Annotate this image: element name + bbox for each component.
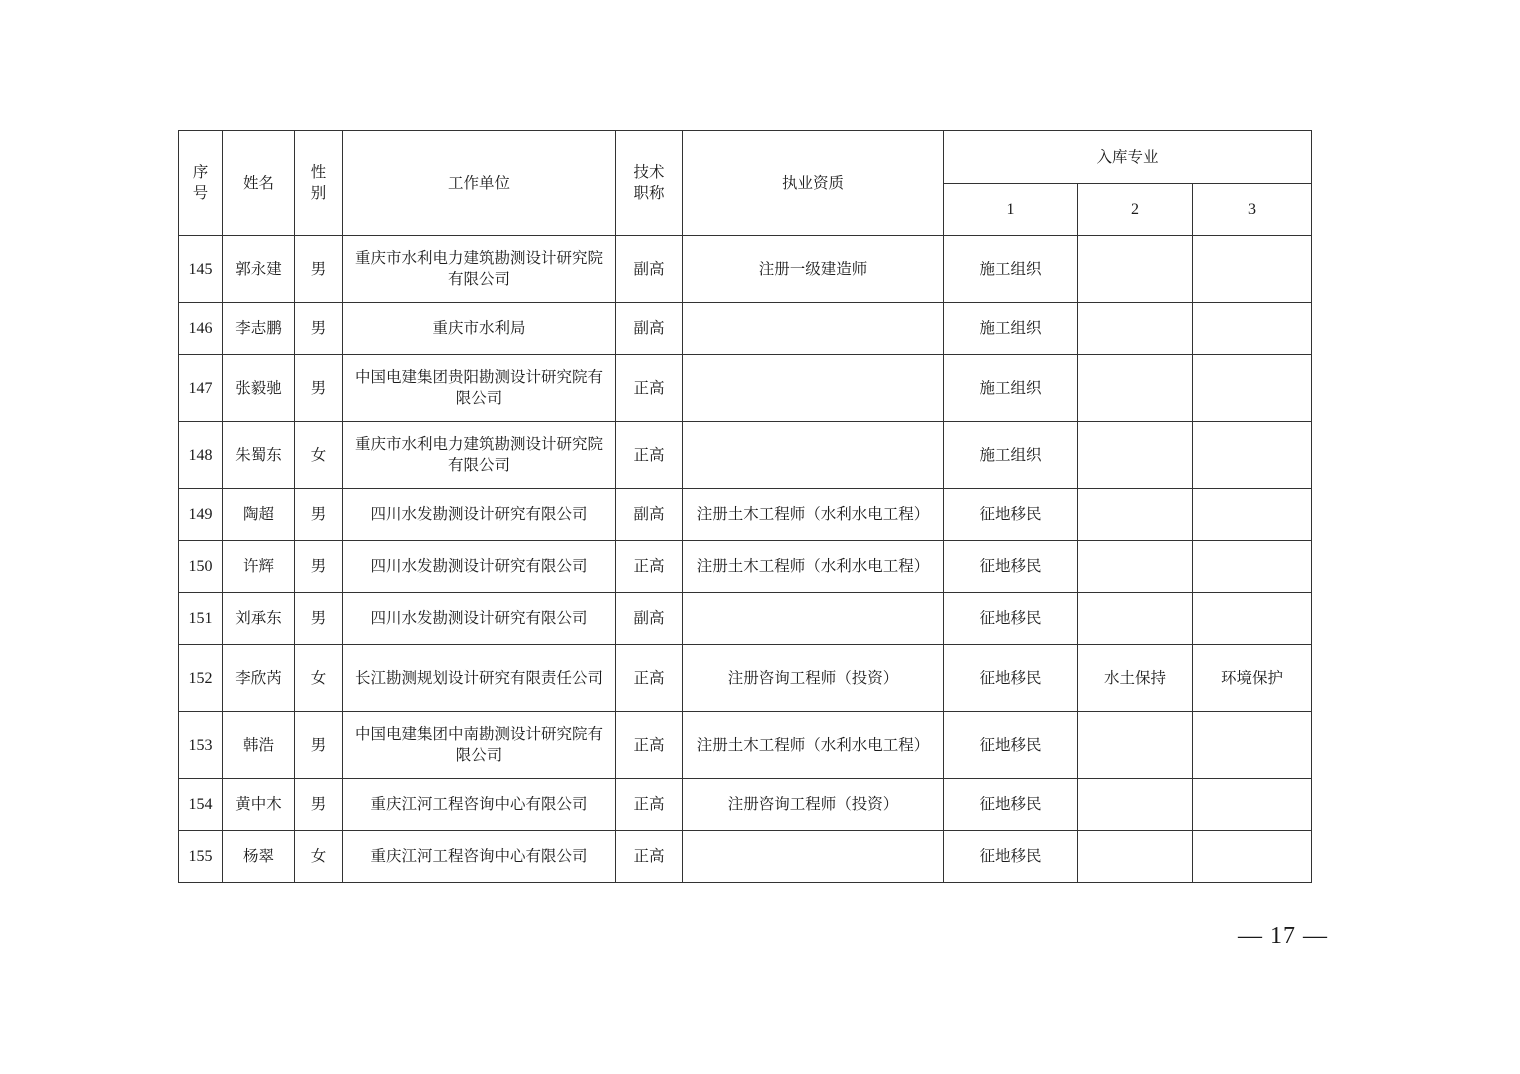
cell-qualification: 注册咨询工程师（投资） <box>683 645 944 712</box>
cell-spec-2 <box>1078 541 1193 593</box>
cell-seq: 149 <box>179 489 223 541</box>
cell-seq: 146 <box>179 303 223 355</box>
cell-title: 正高 <box>616 541 683 593</box>
cell-spec-3 <box>1193 422 1312 489</box>
table-row <box>179 303 1312 355</box>
header-gender: 性别 <box>295 131 343 236</box>
cell-seq: 154 <box>179 779 223 831</box>
cell-seq: 153 <box>179 712 223 779</box>
cell-spec-1: 施工组织 <box>944 355 1078 422</box>
cell-name: 李志鹏 <box>223 303 295 355</box>
cell-gender: 女 <box>295 645 343 712</box>
cell-unit: 四川水发勘测设计研究有限公司 <box>343 541 616 593</box>
cell-spec-2 <box>1078 593 1193 645</box>
table-row <box>179 489 1312 541</box>
cell-spec-1: 征地移民 <box>944 489 1078 541</box>
cell-spec-2: 水土保持 <box>1078 645 1193 712</box>
cell-spec-2 <box>1078 355 1193 422</box>
cell-seq: 151 <box>179 593 223 645</box>
table-row <box>179 541 1312 593</box>
cell-seq: 148 <box>179 422 223 489</box>
table-row <box>179 779 1312 831</box>
cell-title: 副高 <box>616 489 683 541</box>
cell-qualification <box>683 303 944 355</box>
header-specialty: 入库专业 <box>944 131 1312 184</box>
cell-gender: 男 <box>295 593 343 645</box>
cell-spec-3 <box>1193 593 1312 645</box>
table-body <box>179 236 1312 883</box>
cell-seq: 150 <box>179 541 223 593</box>
cell-seq: 145 <box>179 236 223 303</box>
cell-unit: 中国电建集团中南勘测设计研究院有限公司 <box>343 712 616 779</box>
header-unit: 工作单位 <box>343 131 616 236</box>
cell-gender: 女 <box>295 422 343 489</box>
cell-spec-2 <box>1078 489 1193 541</box>
cell-unit: 长江勘测规划设计研究有限责任公司 <box>343 645 616 712</box>
cell-title: 正高 <box>616 355 683 422</box>
table-row <box>179 236 1312 303</box>
cell-name: 李欣芮 <box>223 645 295 712</box>
cell-qualification <box>683 422 944 489</box>
cell-gender: 男 <box>295 355 343 422</box>
cell-spec-2 <box>1078 303 1193 355</box>
table-row <box>179 712 1312 779</box>
header-spec-2: 2 <box>1078 184 1193 236</box>
cell-spec-2 <box>1078 779 1193 831</box>
cell-spec-2 <box>1078 712 1193 779</box>
cell-spec-2 <box>1078 831 1193 883</box>
cell-name: 刘承东 <box>223 593 295 645</box>
cell-spec-2 <box>1078 236 1193 303</box>
cell-qualification: 注册咨询工程师（投资） <box>683 779 944 831</box>
table-row <box>179 593 1312 645</box>
cell-qualification <box>683 831 944 883</box>
cell-unit: 四川水发勘测设计研究有限公司 <box>343 593 616 645</box>
page-number: — 17 — <box>1238 923 1328 949</box>
cell-spec-3 <box>1193 779 1312 831</box>
cell-gender: 女 <box>295 831 343 883</box>
cell-unit: 重庆市水利电力建筑勘测设计研究院有限公司 <box>343 236 616 303</box>
cell-seq: 155 <box>179 831 223 883</box>
cell-title: 正高 <box>616 422 683 489</box>
cell-gender: 男 <box>295 541 343 593</box>
cell-gender: 男 <box>295 712 343 779</box>
cell-title: 副高 <box>616 236 683 303</box>
cell-name: 黄中木 <box>223 779 295 831</box>
cell-qualification <box>683 593 944 645</box>
cell-title: 副高 <box>616 593 683 645</box>
cell-name: 陶超 <box>223 489 295 541</box>
cell-title: 正高 <box>616 831 683 883</box>
cell-qualification: 注册土木工程师（水利水电工程） <box>683 541 944 593</box>
cell-seq: 152 <box>179 645 223 712</box>
cell-name: 朱蜀东 <box>223 422 295 489</box>
cell-title: 正高 <box>616 712 683 779</box>
cell-spec-1: 征地移民 <box>944 541 1078 593</box>
personnel-table <box>178 130 1312 883</box>
cell-title: 正高 <box>616 645 683 712</box>
cell-spec-1: 征地移民 <box>944 779 1078 831</box>
cell-spec-3 <box>1193 489 1312 541</box>
cell-unit: 中国电建集团贵阳勘测设计研究院有限公司 <box>343 355 616 422</box>
cell-unit: 四川水发勘测设计研究有限公司 <box>343 489 616 541</box>
header-name: 姓名 <box>223 131 295 236</box>
cell-unit: 重庆江河工程咨询中心有限公司 <box>343 831 616 883</box>
header-qualification: 执业资质 <box>683 131 944 236</box>
cell-spec-3 <box>1193 712 1312 779</box>
cell-unit: 重庆江河工程咨询中心有限公司 <box>343 779 616 831</box>
cell-name: 杨翠 <box>223 831 295 883</box>
cell-spec-1: 施工组织 <box>944 303 1078 355</box>
cell-spec-2 <box>1078 422 1193 489</box>
cell-title: 正高 <box>616 779 683 831</box>
cell-spec-1: 施工组织 <box>944 422 1078 489</box>
table-row <box>179 355 1312 422</box>
cell-unit: 重庆市水利局 <box>343 303 616 355</box>
cell-spec-3: 环境保护 <box>1193 645 1312 712</box>
header-seq: 序号 <box>179 131 223 236</box>
table-row <box>179 422 1312 489</box>
cell-spec-3 <box>1193 541 1312 593</box>
cell-seq: 147 <box>179 355 223 422</box>
cell-spec-1: 征地移民 <box>944 593 1078 645</box>
table-header <box>179 131 1312 236</box>
cell-name: 张毅驰 <box>223 355 295 422</box>
cell-qualification: 注册土木工程师（水利水电工程） <box>683 489 944 541</box>
cell-spec-1: 征地移民 <box>944 645 1078 712</box>
cell-spec-1: 施工组织 <box>944 236 1078 303</box>
cell-spec-3 <box>1193 831 1312 883</box>
cell-qualification: 注册一级建造师 <box>683 236 944 303</box>
cell-gender: 男 <box>295 236 343 303</box>
table-row <box>179 831 1312 883</box>
cell-spec-3 <box>1193 355 1312 422</box>
cell-qualification <box>683 355 944 422</box>
cell-gender: 男 <box>295 779 343 831</box>
header-spec-1: 1 <box>944 184 1078 236</box>
cell-gender: 男 <box>295 303 343 355</box>
cell-title: 副高 <box>616 303 683 355</box>
header-title: 技术职称 <box>616 131 683 236</box>
cell-spec-3 <box>1193 236 1312 303</box>
cell-spec-1: 征地移民 <box>944 712 1078 779</box>
cell-spec-3 <box>1193 303 1312 355</box>
cell-qualification: 注册土木工程师（水利水电工程） <box>683 712 944 779</box>
cell-name: 郭永建 <box>223 236 295 303</box>
header-spec-3: 3 <box>1193 184 1312 236</box>
cell-unit: 重庆市水利电力建筑勘测设计研究院有限公司 <box>343 422 616 489</box>
table-row <box>179 645 1312 712</box>
cell-name: 韩浩 <box>223 712 295 779</box>
cell-gender: 男 <box>295 489 343 541</box>
cell-spec-1: 征地移民 <box>944 831 1078 883</box>
cell-name: 许辉 <box>223 541 295 593</box>
